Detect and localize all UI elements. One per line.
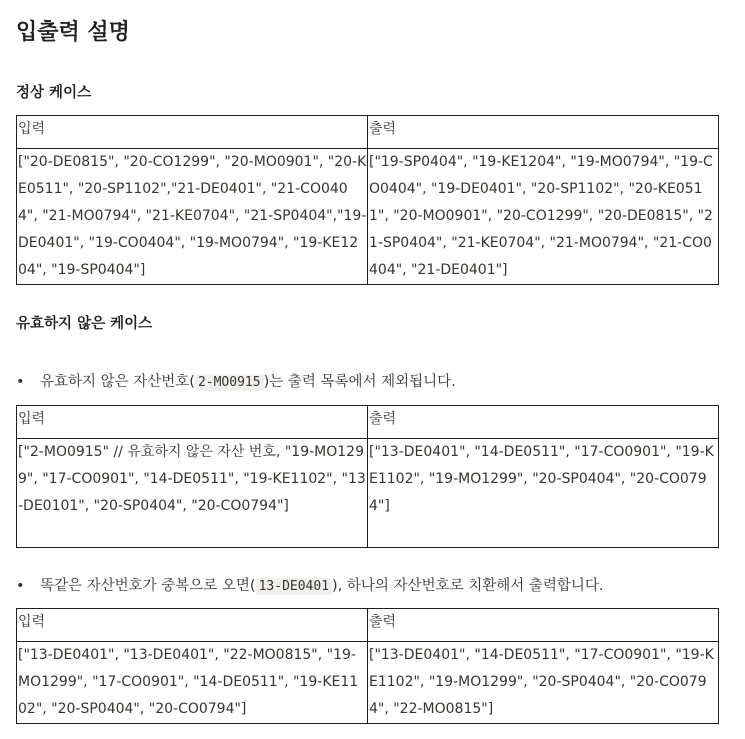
table-row: [17, 642, 719, 724]
table-row: [17, 439, 719, 548]
input-header-cell: 입력: [17, 116, 368, 149]
bullet-item-excluded: [16, 371, 456, 394]
bullet-icon: •: [16, 578, 25, 594]
table-row: [17, 149, 719, 285]
bullet-item-duplicate: [16, 575, 603, 598]
normal-case-table: [16, 115, 719, 285]
output-cell: ["13-DE0401", "14-DE0511", "17-CO0901", "19-KE1102", "19-MO1299", "20-SP0404", "20-CO0794", "22-MO0815"]: [368, 642, 719, 724]
output-header-cell: 출력: [368, 116, 719, 149]
bullet-text-before: 유효하지 않은 자산번호(: [40, 374, 195, 390]
output-header-cell: 출력: [368, 406, 719, 439]
bullet-text-after: ), 하나의 자산번호로 치환해서 출력합니다.: [332, 578, 604, 594]
output-cell: ["19-SP0404", "19-KE1204", "19-MO0794", "19-CO0404", "19-DE0401", "20-SP1102", "20-KE0511", "20-MO0901", "20-CO1299", "20-DE0815", "21-SP0404", "21-KE0704", "21-MO0794", "21-CO0404", "21-DE0401"]: [368, 149, 719, 285]
invalid-case-heading: 유효하지 않은 케이스: [16, 316, 153, 332]
input-cell: ["2-MO0915" // 유효하지 않은 자산 번호, "19-MO1299", "17-CO0901", "14-DE0511", "19-KE1102", "13-DE0101", "20-SP0404", "20-CO0794"]: [17, 439, 368, 548]
output-cell: ["13-DE0401", "14-DE0511", "17-CO0901", "19-KE1102", "19-MO1299", "20-SP0404", "20-CO0794"]: [368, 439, 719, 548]
input-header-cell: 입력: [17, 406, 368, 439]
input-cell: ["20-DE0815", "20-CO1299", "20-MO0901", "20-KE0511", "20-SP1102","21-DE0401", "21-CO0404", "21-MO0794", "21-KE0704", "21-SP0404","19-DE0401", "19-CO0404", "19-MO0794", "19-KE1204", "19-SP0404"]: [17, 149, 368, 285]
table-header-row: [17, 609, 719, 642]
table-header-row: [17, 116, 719, 149]
normal-case-heading: 정상 케이스: [16, 85, 92, 101]
inline-code: 2-MO0915: [195, 374, 264, 391]
input-header-cell: 입력: [17, 609, 368, 642]
invalid-case-table-1: [16, 405, 719, 548]
bullet-icon: •: [16, 374, 25, 390]
output-header-cell: 출력: [368, 609, 719, 642]
input-cell: ["13-DE0401", "13-DE0401", "22-MO0815", "19-MO1299", "17-CO0901", "14-DE0511", "19-KE1102", "20-SP0404", "20-CO0794"]: [17, 642, 368, 724]
invalid-case-table-2: [16, 608, 719, 724]
table-header-row: [17, 406, 719, 439]
page-title: 입출력 설명: [16, 20, 130, 45]
inline-code: 13-DE0401: [256, 578, 332, 595]
bullet-text-before: 똑같은 자산번호가 중복으로 오면(: [40, 578, 256, 594]
bullet-text-after: )는 출력 목록에서 제외됩니다.: [263, 374, 456, 390]
